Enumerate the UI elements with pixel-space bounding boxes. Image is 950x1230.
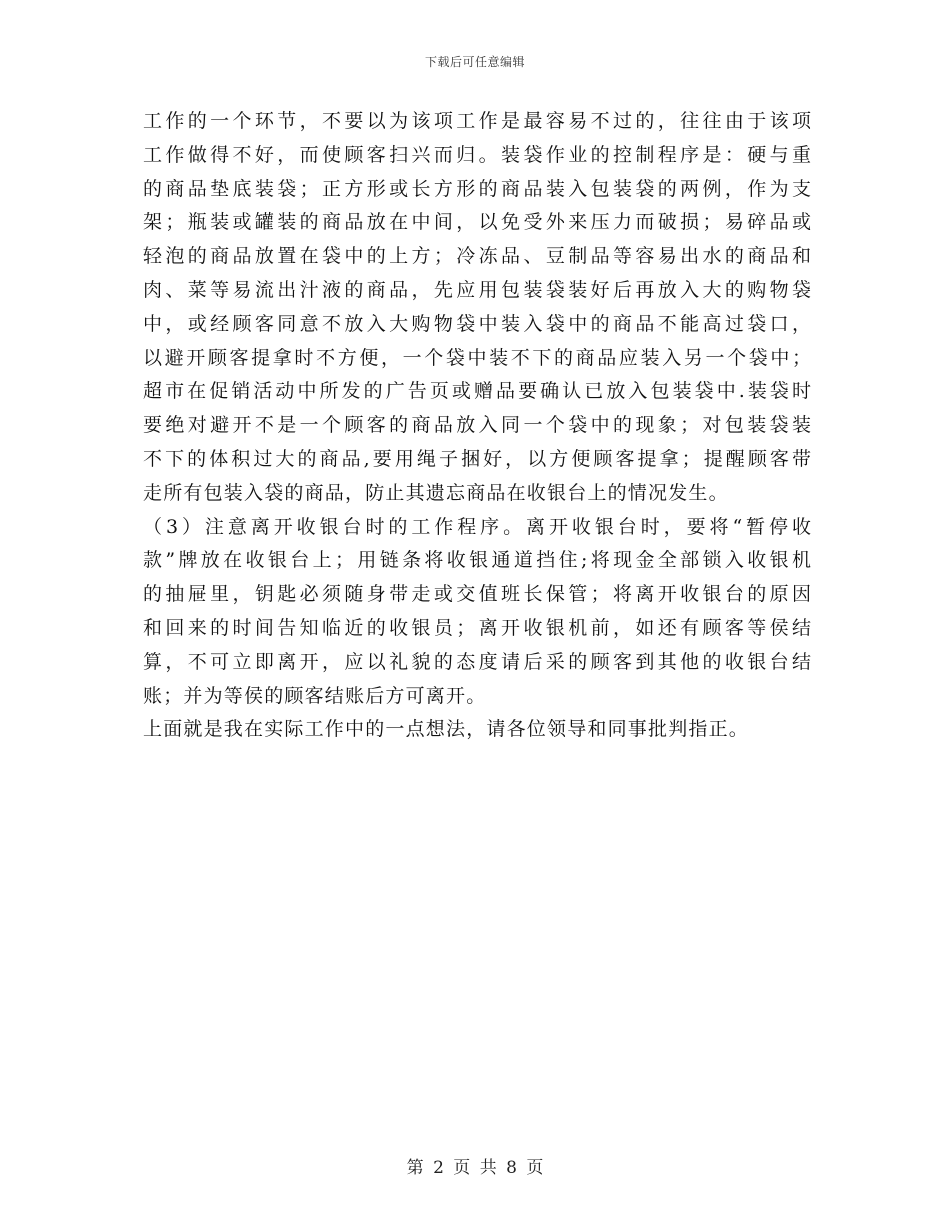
text-line: 的抽屉里，钥匙必须随身带走或交值班长保管；将离开收银台的原因 <box>143 583 811 606</box>
text-line: 肉、菜等易流出汁液的商品，先应用包装袋装好后再放入大的购物袋 <box>143 278 811 301</box>
text-line: 要绝对避开不是一个顾客的商品放入同一个袋中的现象；对包装袋装 <box>143 414 811 437</box>
text-line: 工作的一个环节，不要以为该项工作是最容易不过的，往往由于该项 <box>143 110 811 132</box>
text-line: 账；并为等侯的顾客结账后方可离开。 <box>143 684 487 707</box>
text-line: 算，不可立即离开，应以礼貌的态度请后采的顾客到其他的收银台结 <box>143 650 811 673</box>
text-line: 以避开顾客提拿时不方便，一个袋中装不下的商品应装入另一个袋中； <box>143 346 811 369</box>
text-line: 不下的体积过大的商品,要用绳子捆好，以方便顾客提拿；提醒顾客带 <box>143 447 811 470</box>
text-line: 架；瓶装或罐装的商品放在中间，以免受外来压力而破损；易碎品或 <box>143 211 811 234</box>
text-line: 和回来的时间告知临近的收银员；离开收银机前，如还有顾客等侯结 <box>143 616 811 639</box>
text-line: （3）注意离开收银台时的工作程序。离开收银台时，要将“暂停收 <box>143 515 811 538</box>
text-line: 超市在促销活动中所发的广告页或赠品要确认已放入包装袋中.装袋时 <box>143 380 811 403</box>
document-body <box>143 105 811 747</box>
text-line: 轻泡的商品放置在袋中的上方；冷冻品、豆制品等容易出水的商品和 <box>143 245 811 268</box>
text-line: 的商品垫底装袋；正方形或长方形的商品装入包装袋的两例，作为支 <box>143 177 811 200</box>
text-line: 走所有包装入袋的商品，防止其遗忘商品在收银台上的情况发生。 <box>143 481 729 504</box>
text-line: 中，或经顾客同意不放入大购物袋中装入袋中的商品不能高过袋口， <box>143 312 811 335</box>
page-number: 第 2 页 共 8 页 <box>406 1158 544 1178</box>
text-line: 款”牌放在收银台上；用链条将收银通道挡住;将现金全部锁入收银机 <box>143 549 811 572</box>
text-line: 工作做得不好，而使顾客扫兴而归。装袋作业的控制程序是：硬与重 <box>143 143 811 166</box>
page-header: 下载后可任意编辑 <box>424 55 525 69</box>
text-line: 上面就是我在实际工作中的一点想法，请各位领导和同事批判指正。 <box>143 718 750 741</box>
